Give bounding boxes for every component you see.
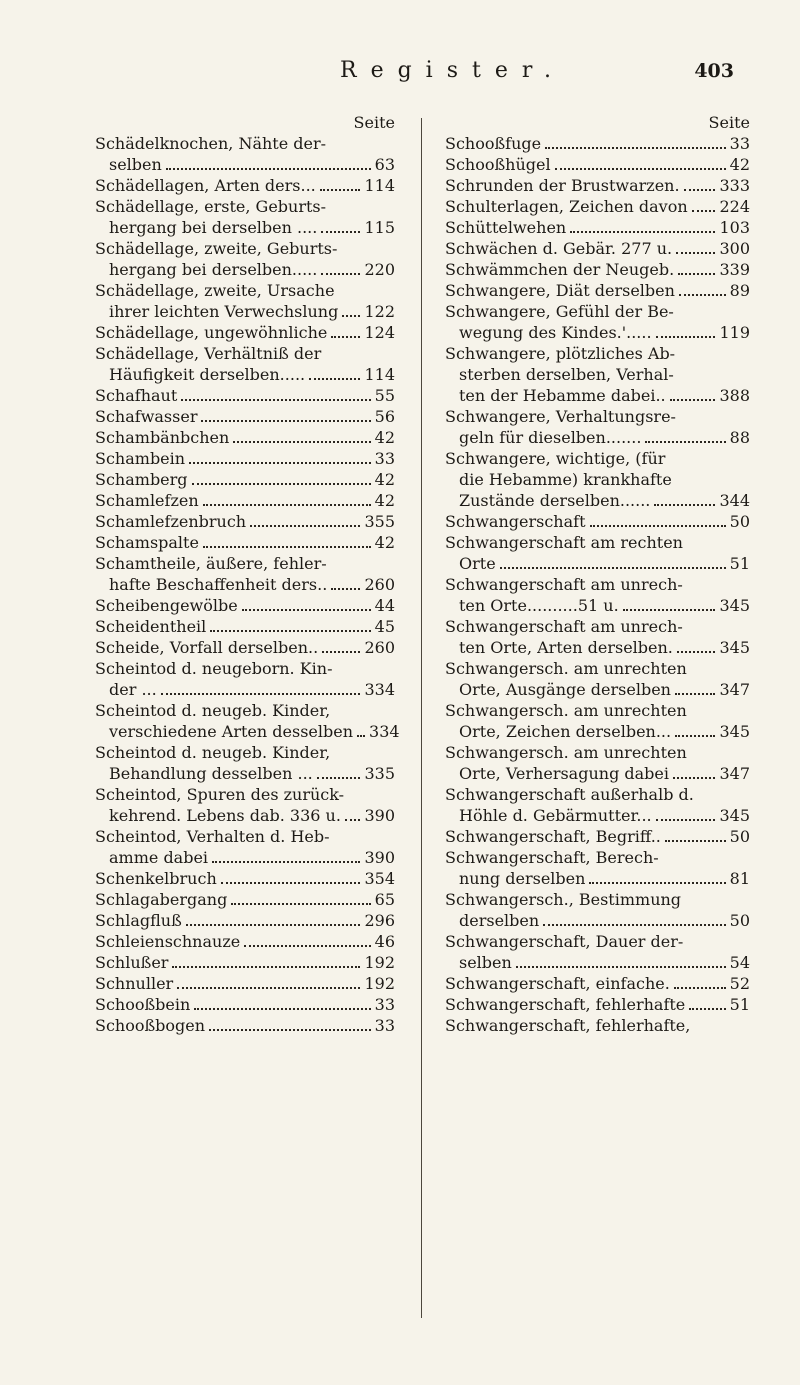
dot-leader [675,735,715,737]
entry-text: verschiedene Arten desselben [109,722,354,741]
entry-text: Schwangere, Diät derselben [445,281,675,300]
index-entry [445,196,750,217]
dot-leader [656,336,716,338]
index-entry [445,280,750,301]
dot-leader [543,924,725,926]
entry-text: Schädellage, zweite, Ursache [95,281,335,300]
index-entry [95,889,395,910]
page-ref: 220 [364,260,395,279]
index-entry [95,868,395,889]
page-ref: 300 [719,239,750,258]
entry-text: Scheintod, Spuren des zurück- [95,785,345,804]
dot-leader [656,819,716,821]
entry-text: Schenkelbruch [95,869,217,888]
dot-leader [242,609,371,611]
entry-text: die Hebamme) krankhafte [459,470,672,489]
page-ref: 345 [719,806,750,825]
entry-text: Schwangerschaft, Begriff.. [445,827,661,846]
dot-leader [203,504,371,506]
dot-leader [676,252,715,254]
page-ref: 192 [364,953,395,972]
dot-leader [500,567,726,569]
dot-leader [181,399,370,401]
page-ref: 192 [364,974,395,993]
index-entry [95,994,395,1015]
index-entry [445,994,750,1015]
entry-text: ten der Hebamme dabei.. [459,386,666,405]
dot-leader [345,819,361,821]
page-ref: 103 [719,218,750,237]
index-entry [95,826,395,868]
entry-text: Zustände derselben...... [459,491,651,510]
index-entry [445,700,750,742]
entry-text: Schwangerschaft, einfache. [445,974,670,993]
entry-text: Behandlung desselben ... [109,764,313,783]
dot-leader [342,315,360,317]
entry-text: hafte Beschaffenheit ders.. [109,575,328,594]
entry-text: hergang bei derselben..... [109,260,318,279]
dot-leader [555,168,726,170]
dot-leader [689,1008,725,1010]
entry-text: Orte, Ausgänge derselben [459,680,671,699]
dot-leader [674,987,726,989]
dot-leader [692,210,716,212]
index-entry [95,658,395,700]
page-ref: 347 [719,764,750,783]
page-ref: 50 [729,827,750,846]
entry-text: derselben [459,911,540,930]
entry-text: Schlußer [95,953,169,972]
index-entry [445,889,750,931]
page-ref: 390 [364,806,395,825]
dot-leader [322,651,360,653]
index-entry [95,490,395,511]
entry-text: Schwangere, wichtige, (für [445,449,666,468]
dot-leader [194,1008,370,1010]
dot-leader [321,273,360,275]
entry-text: Schwangere, plötzliches Ab- [445,344,676,363]
index-entry [445,574,750,616]
entry-text: Scheintod, Verhalten d. Heb- [95,827,330,846]
page-ref: 81 [729,869,750,888]
entry-text: Scheide, Vorfall derselben.. [95,638,319,657]
page-ref: 347 [719,680,750,699]
dot-leader [654,504,715,506]
entry-text: Schädellagen, Arten ders... [95,176,316,195]
entry-text: Schooßbogen [95,1016,206,1035]
entry-text: Orte, Verhersagung dabei [459,764,669,783]
dot-leader [212,861,360,863]
dot-leader [201,420,370,422]
page-ref: 42 [374,491,395,510]
index-entry [95,238,395,280]
entry-text: Schooßhügel [445,155,551,174]
page-ref: 122 [364,302,395,321]
index-entry [95,469,395,490]
entry-text: Schwangersch., Bestimmung [445,890,682,909]
entry-text: Schwangerschaft am rechten [445,533,683,552]
entry-text: ihrer leichten Verwechslung [109,302,339,321]
entry-text: Schwangerschaft am unrech- [445,575,683,594]
page-ref: 42 [374,470,395,489]
entry-text: Schwangerschaft, Berech- [445,848,659,867]
index-entry [95,616,395,637]
entry-text: Schwangersch. am unrechten [445,701,687,720]
page-ref: 345 [719,596,750,615]
entry-text: Scheintod d. neugeb. Kinder, [95,701,331,720]
dot-leader [590,525,726,527]
index-entry [445,154,750,175]
entry-text: Schooßbein [95,995,191,1014]
entry-text: Schleienschnauze [95,932,241,951]
page-ref: 33 [374,449,395,468]
page-ref: 224 [719,197,750,216]
dot-leader [331,588,360,590]
page-ref: 115 [364,218,395,237]
entry-text: Scheidentheil [95,617,207,636]
index-entry [445,406,750,448]
index-column-left [95,112,400,1036]
index-entry [95,1015,395,1036]
entry-text: Schwangerschaft, fehlerhafte [445,995,686,1014]
entry-text: Schädellage, ungewöhnliche [95,323,328,342]
page-ref: 42 [374,533,395,552]
index-entry [95,532,395,553]
column-divider [421,118,422,1318]
page-ref: 42 [729,155,750,174]
entry-text: Schwangersch. am unrechten [445,743,687,762]
dot-leader [357,735,365,737]
dot-leader [231,903,370,905]
dot-leader [321,231,360,233]
page-ref: 65 [374,890,395,909]
page-ref: 89 [729,281,750,300]
entry-text: kehrend. Lebens dab. 336 u. [109,806,341,825]
dot-leader [244,945,370,947]
entry-text: wegung des Kindes.'..... [459,323,652,342]
page-ref: 124 [364,323,395,342]
dot-leader [209,1029,371,1031]
page-ref: 50 [729,911,750,930]
dot-leader [177,987,360,989]
index-entry [445,343,750,406]
index-entry [95,700,400,742]
entry-text: sterben derselben, Verhal- [459,365,674,384]
entry-text: Schwangere, Verhaltungsre- [445,407,676,426]
entry-text: Schulterlagen, Zeichen davon [445,197,688,216]
page-ref: 260 [364,638,395,657]
dot-leader [320,189,361,191]
dot-leader [645,441,725,443]
dot-leader [221,882,361,884]
page-ref: 33 [374,995,395,1014]
entry-text: Schüttelwehen [445,218,567,237]
index-entry [95,343,395,385]
index-entry [445,973,750,994]
page-ref: 44 [374,596,395,615]
page-ref: 46 [374,932,395,951]
entry-text: Schamspalte [95,533,199,552]
page-ref: 45 [374,617,395,636]
dot-leader [250,525,360,527]
entry-text: Schwangerschaft [445,512,586,531]
entry-text: Schafwasser [95,407,198,426]
index-entry [445,448,750,511]
dot-leader [186,924,361,926]
dot-leader [161,693,361,695]
entry-text: Höhle d. Gebärmutter... [459,806,652,825]
index-entry [445,532,750,574]
entry-text: Schädelknochen, Nähte der- [95,134,327,153]
page-ref: 345 [719,722,750,741]
entry-text: Schambein [95,449,186,468]
index-entry [445,301,750,343]
page-ref: 114 [364,176,395,195]
index-entry [95,175,395,196]
entry-text: Schwangerschaft am unrech- [445,617,683,636]
index-entry [445,784,750,826]
dot-leader [623,609,716,611]
index-entry [95,448,395,469]
entry-text: Schwächen d. Gebär. 277 u. [445,239,673,258]
entry-text: Schwangerschaft, fehlerhafte, [445,1016,691,1035]
entry-text: Orte [459,554,496,573]
dot-leader [545,147,726,149]
page-ref: 344 [719,491,750,510]
entry-text: Schambänbchen [95,428,230,447]
dot-leader [203,546,371,548]
page-ref: 388 [719,386,750,405]
index-entry [445,175,750,196]
dot-leader [677,651,716,653]
entry-text: Schamlefzen [95,491,199,510]
entry-text: Schafhaut [95,386,178,405]
entry-text: geln für dieselben....... [459,428,642,447]
page-ref: 355 [364,512,395,531]
entry-text: Häufigkeit derselben..... [109,365,306,384]
index-entry [95,910,395,931]
running-title: Register. [340,58,565,83]
page-ref: 335 [364,764,395,783]
page-ref: 63 [374,155,395,174]
entry-text: Schädellage, Verhältniß der [95,344,322,363]
page-ref: 51 [729,995,750,1014]
dot-leader [679,294,726,296]
dot-leader [189,462,371,464]
index-entry [445,511,750,532]
index-entry [95,196,395,238]
entry-text: Schwangersch. am unrechten [445,659,687,678]
entry-text: der ... [109,680,157,699]
page-ref: 339 [719,260,750,279]
index-entry [95,973,395,994]
page-ref: 296 [364,911,395,930]
dot-leader [570,231,715,233]
dot-leader [192,483,371,485]
dot-leader [309,378,360,380]
page-ref: 354 [364,869,395,888]
index-entry [95,280,395,322]
entry-text: Schlagabergang [95,890,228,909]
entry-text: Scheintod d. neugeborn. Kin- [95,659,333,678]
entry-text: Schnuller [95,974,174,993]
entry-text: Schwangerschaft außerhalb d. [445,785,694,804]
page-ref: 119 [719,323,750,342]
entry-text: Schwangerschaft, Dauer der- [445,932,684,951]
dot-leader [233,441,370,443]
page-ref: 54 [729,953,750,972]
dot-leader [675,693,715,695]
entry-text: Schwämmchen der Neugeb. [445,260,675,279]
index-entry [95,553,395,595]
page-ref: 56 [374,407,395,426]
entry-text: Orte, Zeichen derselben... [459,722,672,741]
entry-text: selben [459,953,512,972]
index-entry [445,1015,750,1036]
index-entry [95,322,395,343]
page-ref: 334 [369,722,400,741]
dot-leader [516,966,726,968]
page-ref: 114 [364,365,395,384]
dot-leader [331,336,360,338]
page-ref: 334 [364,680,395,699]
index-entry [445,847,750,889]
entry-text: ten Orte..........51 u. [459,596,619,615]
entry-text: Schlagfluß [95,911,182,930]
index-entry [95,385,395,406]
entry-text: Schooßfuge [445,134,542,153]
index-entry [95,511,395,532]
page-ref: 88 [729,428,750,447]
page-ref: 390 [364,848,395,867]
entry-text: Schamtheile, äußere, fehler- [95,554,327,573]
page-header [0,58,800,98]
entry-text: Schrunden der Brustwarzen. [445,176,680,195]
index-entry [95,784,395,826]
index-entry [95,427,395,448]
dot-leader [166,168,371,170]
entry-text: Schädellage, erste, Geburts- [95,197,327,216]
index-entry [445,742,750,784]
page-ref: 42 [374,428,395,447]
entry-text: Scheintod d. neugeb. Kinder, [95,743,331,762]
index-column-right [445,112,750,1036]
dot-leader [172,966,360,968]
index-entry [95,931,395,952]
page-ref: 51 [729,554,750,573]
page-ref: 333 [719,176,750,195]
entry-text: Schwangere, Gefühl der Be- [445,302,674,321]
index-entry [95,742,395,784]
entry-text: Schamberg [95,470,188,489]
seite-label: Seite [708,113,750,132]
index-entry [95,637,395,658]
page-ref: 345 [719,638,750,657]
dot-leader [589,882,725,884]
index-entry [445,217,750,238]
index-entry [445,616,750,658]
index-entry [445,658,750,700]
page-ref: 33 [729,134,750,153]
page-ref: 260 [364,575,395,594]
index-entry [95,595,395,616]
entry-text: Scheibengewölbe [95,596,238,615]
dot-leader [665,840,726,842]
page-ref: 55 [374,386,395,405]
dot-leader [684,189,716,191]
index-entry [95,133,395,175]
entry-text: Schamlefzenbruch [95,512,247,531]
index-entry [95,406,395,427]
entry-text: hergang bei derselben .... [109,218,318,237]
page-ref: 50 [729,512,750,531]
seite-label: Seite [353,113,395,132]
entry-text: nung derselben [459,869,586,888]
page-ref: 33 [374,1016,395,1035]
index-entry [445,133,750,154]
page-ref: 52 [729,974,750,993]
entry-text: Schädellage, zweite, Geburts- [95,239,338,258]
entry-text: ten Orte, Arten derselben. [459,638,673,657]
dot-leader [317,777,361,779]
index-entry [445,931,750,973]
index-entry [445,259,750,280]
dot-leader [210,630,370,632]
dot-leader [673,777,715,779]
page-number: 403 [694,60,734,82]
entry-text: selben [109,155,162,174]
index-entry [445,238,750,259]
index-entry [95,952,395,973]
entry-text: amme dabei [109,848,209,867]
index-entry [445,826,750,847]
dot-leader [678,273,715,275]
dot-leader [670,399,716,401]
